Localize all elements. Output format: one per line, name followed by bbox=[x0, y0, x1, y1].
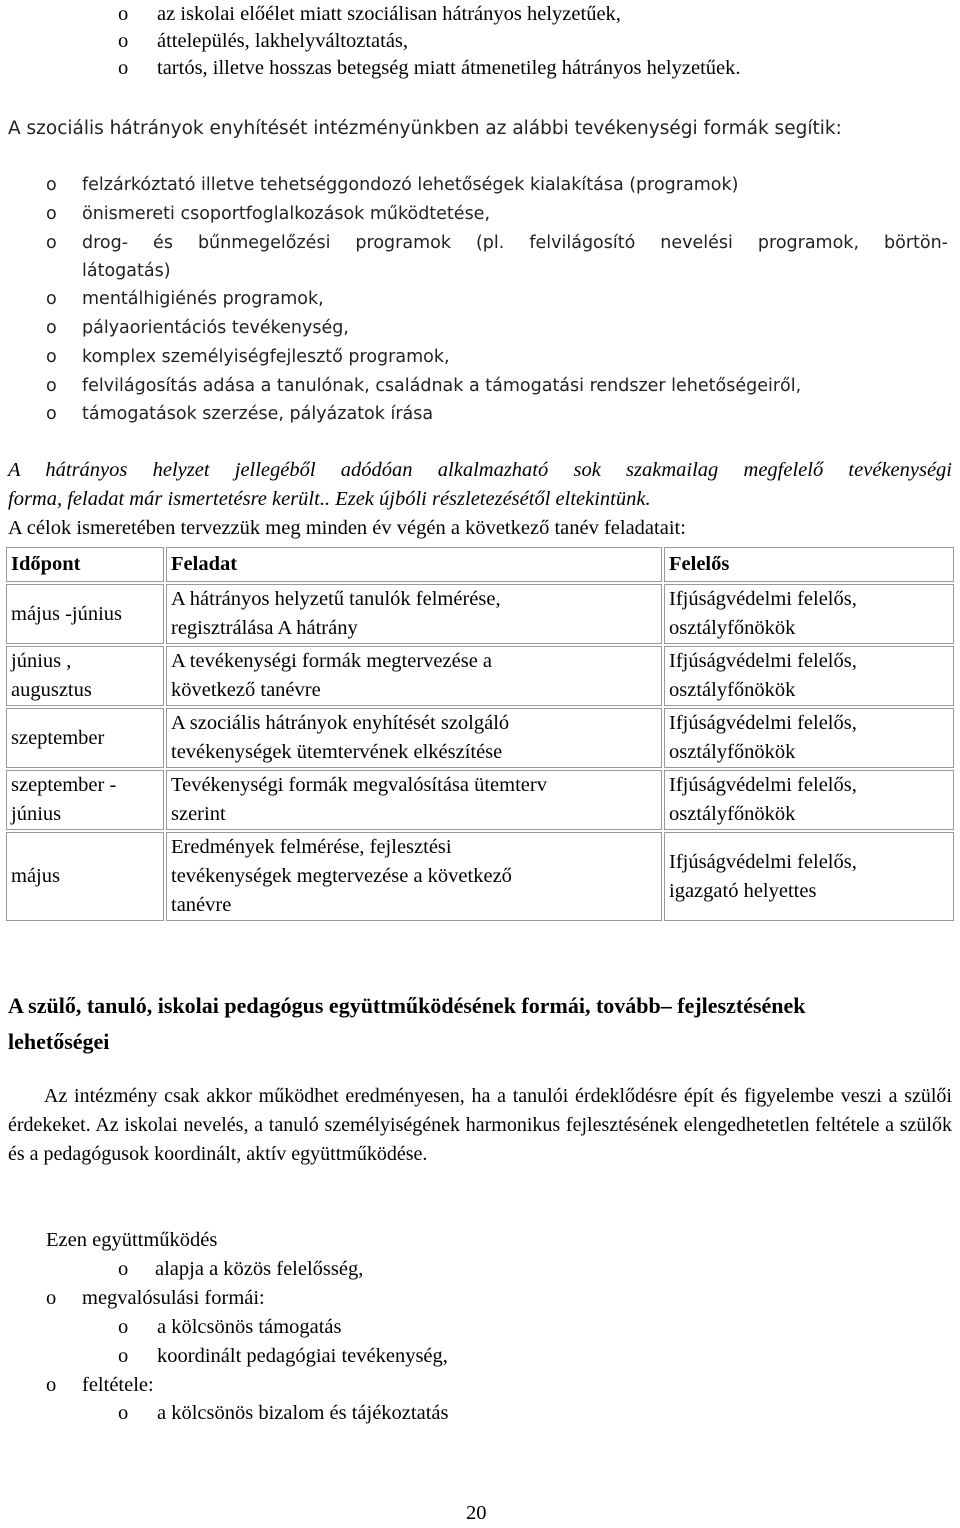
top-list-item: az iskolai előélet miatt szociálisan hátrányos helyzetűek, bbox=[157, 3, 621, 25]
cell-line: szeptember bbox=[11, 726, 105, 749]
cell-line: Ifjúságvédelmi felelős, bbox=[669, 650, 857, 672]
cell-line: szerint bbox=[171, 803, 226, 825]
cell-line: június , bbox=[11, 650, 72, 672]
cell-line: május -június bbox=[11, 602, 123, 625]
cell-line: A szociális hátrányok enyhítését szolgáló bbox=[171, 712, 510, 734]
bullet-marker: o bbox=[46, 289, 57, 309]
coop-condition-item: a kölcsönös bizalom és tájékoztatás bbox=[157, 1402, 449, 1424]
activity-item-continuation: látogatás) bbox=[82, 261, 171, 281]
cell-line: Eredmények felmérése, fejlesztési bbox=[171, 836, 452, 858]
top-list-item: tartós, illetve hosszas betegség miatt átmenetileg hátrányos helyzetűek. bbox=[157, 57, 741, 79]
activity-item: mentálhigiénés programok, bbox=[82, 289, 324, 309]
cell-line: regisztrálása A hátrány bbox=[171, 617, 358, 639]
activity-item: komplex személyiségfejlesztő programok, bbox=[82, 347, 450, 367]
time-cell bbox=[6, 646, 164, 706]
cell-line: igazgató helyettes bbox=[669, 879, 817, 902]
intro-sentence: A szociális hátrányok enyhítését intézményünkben az alábbi tevékenységi formák segítik: bbox=[8, 118, 842, 139]
table-row bbox=[6, 584, 954, 644]
bullet-marker: o bbox=[118, 1258, 129, 1280]
table-row bbox=[6, 646, 954, 706]
body-paragraph bbox=[8, 1082, 952, 1169]
bullet-marker: o bbox=[46, 233, 57, 253]
time-cell bbox=[6, 708, 164, 768]
column-header: Felelős bbox=[664, 547, 954, 582]
activity-item: pályaorientációs tevékenység, bbox=[82, 318, 349, 338]
activity-item: támogatások szerzése, pályázatok írása bbox=[82, 404, 434, 424]
cell-line: tevékenységek megtervezése a következő bbox=[171, 865, 512, 887]
bullet-marker: o bbox=[118, 57, 129, 79]
task-cell bbox=[166, 584, 662, 644]
task-cell bbox=[166, 708, 662, 768]
responsible-cell bbox=[664, 646, 954, 706]
section-heading: A szülő, tanuló, iskolai pedagógus együttműködésének formái, tovább– fejlesztésének lehetőségei bbox=[8, 993, 806, 1054]
cell-line: Ifjúságvédelmi felelős, bbox=[669, 774, 857, 796]
coop-intro: Ezen együttműködés bbox=[46, 1229, 218, 1251]
coop-form-item: koordinált pedagógiai tevékenység, bbox=[157, 1345, 448, 1367]
coop-condition-label: feltétele: bbox=[82, 1374, 154, 1396]
cell-line: A tevékenységi formák megtervezése a bbox=[171, 650, 493, 672]
cell-line: osztályfőnökök bbox=[669, 679, 796, 701]
activity-item: drog- és bűnmegelőzési programok (pl. felvilágosító nevelési programok, börtön- bbox=[82, 233, 948, 253]
task-cell bbox=[166, 646, 662, 706]
cell-line: augusztus bbox=[11, 679, 92, 701]
column-header: Feladat bbox=[166, 547, 662, 582]
top-list-item: áttelepülés, lakhelyváltoztatás, bbox=[157, 30, 409, 52]
activity-item: önismereti csoportfoglalkozások működtetése, bbox=[82, 204, 491, 224]
bullet-marker: o bbox=[46, 347, 57, 367]
italic-note-line: forma, feladat már ismertetésre került.. Ezek újbóli részletezésétől eltekintünk. bbox=[8, 488, 651, 510]
cell-line: május bbox=[11, 865, 60, 887]
activity-item: felzárkóztató illetve tehetséggondozó lehetőségek kialakítása (programok) bbox=[82, 175, 739, 195]
bullet-marker: o bbox=[118, 1316, 129, 1338]
bullet-marker: o bbox=[118, 3, 129, 25]
coop-forms-label: megvalósulási formái: bbox=[82, 1287, 265, 1309]
bullet-marker: o bbox=[118, 1402, 129, 1424]
responsible-cell bbox=[664, 770, 954, 830]
cell-line: A hátrányos helyzetű tanulók felmérése, bbox=[171, 588, 501, 610]
cell-line: osztályfőnökök bbox=[669, 741, 796, 763]
bullet-marker: o bbox=[118, 1345, 129, 1367]
bullet-marker: o bbox=[46, 404, 57, 424]
plan-intro: A célok ismeretében tervezzük meg minden év végén a következő tanév feladatait: bbox=[8, 517, 686, 539]
cell-line: osztályfőnökök bbox=[669, 803, 796, 825]
cell-line: Tevékenységi formák megvalósítása ütemterv bbox=[171, 774, 547, 796]
column-header: Időpont bbox=[6, 547, 164, 582]
cell-line: Ifjúságvédelmi felelős, bbox=[669, 588, 857, 610]
cell-line: június bbox=[11, 803, 62, 825]
table-row bbox=[6, 708, 954, 768]
page-number: 20 bbox=[466, 1502, 487, 1524]
bullet-marker: o bbox=[46, 376, 57, 396]
italic-note-line: A hátrányos helyzet jellegéből adódóan alkalmazható sok szakmailag megfelelő tevékenységi bbox=[8, 459, 952, 481]
responsible-cell bbox=[664, 584, 954, 644]
cell-line: Ifjúságvédelmi felelős, bbox=[669, 712, 857, 734]
cell-line: következő tanévre bbox=[171, 679, 321, 701]
responsible-cell bbox=[664, 832, 954, 921]
cell-line: tevékenységek ütemtervének elkészítése bbox=[171, 741, 503, 763]
activity-item: felvilágosítás adása a tanulónak, családnak a támogatási rendszer lehetőségeiről, bbox=[82, 376, 802, 396]
task-cell bbox=[166, 832, 662, 921]
cell-line: szeptember - bbox=[11, 774, 117, 796]
time-cell bbox=[6, 832, 164, 921]
cell-line: osztályfőnökök bbox=[669, 617, 796, 639]
bullet-marker: o bbox=[46, 175, 57, 195]
bullet-marker: o bbox=[118, 30, 129, 52]
time-cell bbox=[6, 584, 164, 644]
paragraph-text: Az intézmény csak akkor működhet eredményesen, ha a tanulói érdeklődésre épít és figyelembe veszi a szülői érdekeket. Az iskolai nevelés, a tanuló személyiségének harmonikus fejlesztésének elengedhetetlen feltétele a szülők és a pedagógusok koordinált, aktív együttműködése. bbox=[8, 1085, 952, 1165]
bullet-marker: o bbox=[46, 1287, 57, 1309]
coop-form-item: a kölcsönös támogatás bbox=[157, 1316, 342, 1338]
time-cell bbox=[6, 770, 164, 830]
cell-line: tanévre bbox=[171, 894, 232, 916]
bullet-marker: o bbox=[46, 204, 57, 224]
cell-line: Ifjúságvédelmi felelős, bbox=[669, 850, 857, 873]
bullet-marker: o bbox=[46, 318, 57, 338]
coop-basis: alapja a közös felelősség, bbox=[155, 1258, 364, 1280]
table-row bbox=[6, 770, 954, 830]
table-row bbox=[6, 832, 954, 921]
bullet-marker: o bbox=[46, 1374, 57, 1396]
task-cell bbox=[166, 770, 662, 830]
plan-table bbox=[4, 545, 956, 923]
responsible-cell bbox=[664, 708, 954, 768]
table-header-row bbox=[6, 547, 954, 582]
